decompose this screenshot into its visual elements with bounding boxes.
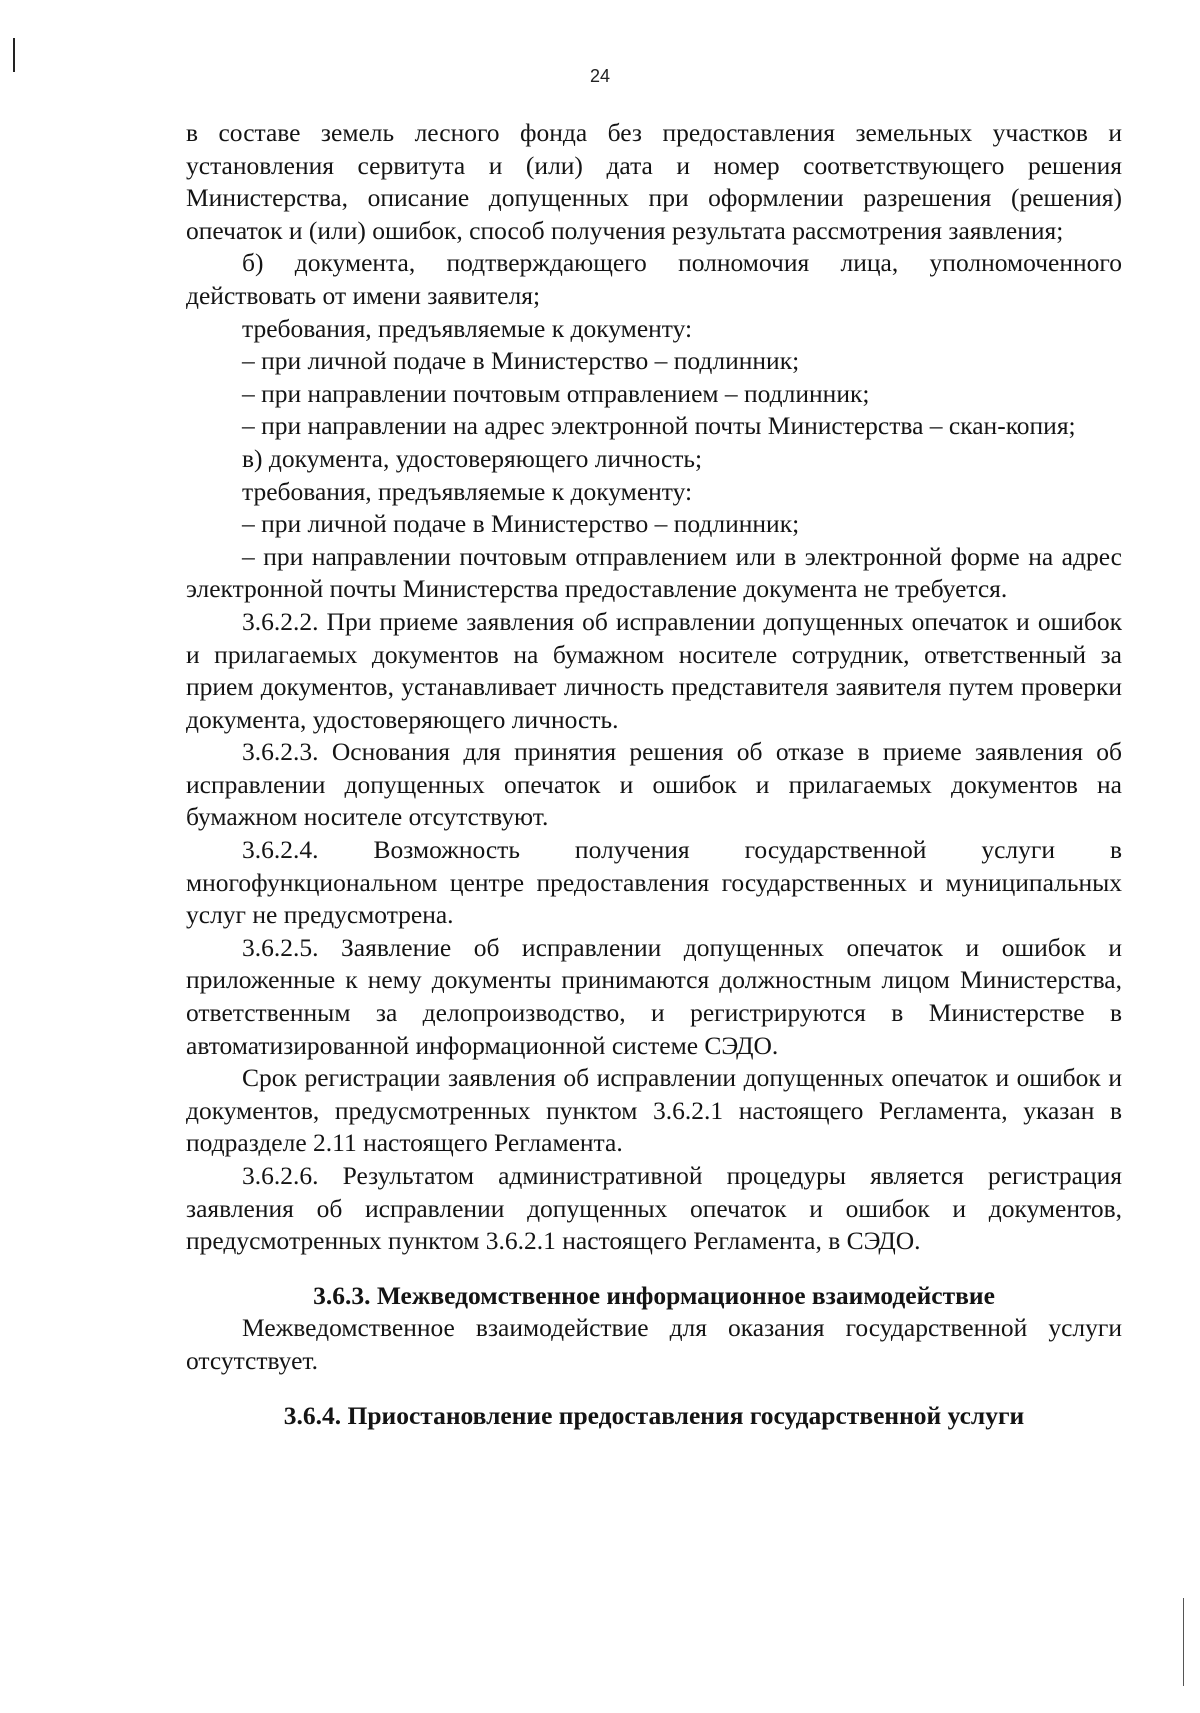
- paragraph-requirements-2: требования, предъявляемые к документу:: [242, 476, 693, 506]
- paragraph-registration-term: Срок регистрации заявления об исправлении допущенных опечаток и ошибок и документов, предусмотренных пунктом 3.6.2.1 настоящего Регламента, указан в подразделе 2.11 настоящего Регламента.: [186, 1063, 1122, 1158]
- section-heading-3-6-3: 3.6.3. Межведомственное информационное взаимодействие: [313, 1280, 995, 1310]
- paragraph-requirements: требования, предъявляемые к документу:: [242, 313, 693, 343]
- list-item-email: – при направлении на адрес электронной почты Министерства – скан-копия;: [242, 411, 1076, 441]
- scan-artifact-right: [1183, 1598, 1184, 1686]
- list-item-personal-submission-2: – при личной подаче в Министерство – подлинник;: [242, 509, 800, 539]
- paragraph-item-b: б) документа, подтверждающего полномочия лица, уполномоченного действовать от имени заявителя;: [186, 248, 1122, 310]
- paragraph-3-6-2-6: 3.6.2.6. Результатом административной процедуры является регистрация заявления об исправлении допущенных опечаток и ошибок и документов, предусмотренных пунктом 3.6.2.1 настоящего Регламента, в СЭДО.: [186, 1161, 1122, 1256]
- paragraph-continuation: в составе земель лесного фонда без предоставления земельных участков и установления сервитута и (или) дата и номер соответствующего решения Министерства, описание допущенных при оформлении разрешения (решения) опечаток и (или) ошибок, способ получения результата рассмотрения заявления;: [186, 118, 1122, 245]
- document-body: [186, 117, 1122, 1432]
- paragraph-3-6-2-5: 3.6.2.5. Заявление об исправлении допущенных опечаток и ошибок и приложенные к нему документы принимаются должностным лицом Министерства, ответственным за делопроизводство, и регистрируются в Министерстве в автоматизированной информационной системе СЭДО.: [186, 932, 1122, 1060]
- list-item-postal-electronic: – при направлении почтовым отправлением или в электронной форме на адрес электронной почты Министерства предоставление документа не требуется.: [186, 541, 1122, 604]
- list-item-personal-submission: – при личной подаче в Министерство – подлинник;: [242, 346, 800, 376]
- paragraph-3-6-2-4: 3.6.2.4. Возможность получения государственной услуги в многофункциональном центре предоставления государственных и муниципальных услуг не предусмотрена.: [186, 835, 1122, 930]
- paragraph-3-6-2-2: 3.6.2.2. При приеме заявления об исправлении допущенных опечаток и ошибок и прилагаемых документов на бумажном носителе сотрудник, ответственный за прием документов, устанавливает личность представителя заявителя путем проверки документа, удостоверяющего личность.: [186, 606, 1122, 734]
- paragraph-item-v: в) документа, удостоверяющего личность;: [242, 443, 703, 473]
- list-item-postal: – при направлении почтовым отправлением – подлинник;: [242, 378, 870, 408]
- section-heading-3-6-4: 3.6.4. Приостановление предоставления государственной услуги: [283, 1400, 1025, 1430]
- paragraph-3-6-2-3: 3.6.2.3. Основания для принятия решения об отказе в приеме заявления об исправлении допущенных опечаток и ошибок и прилагаемых документов на бумажном носителе отсутствуют.: [186, 737, 1122, 832]
- paragraph-interaction: Межведомственное взаимодействие для оказания государственной услуги отсутствует.: [186, 1313, 1122, 1375]
- page-number: 24: [589, 66, 611, 86]
